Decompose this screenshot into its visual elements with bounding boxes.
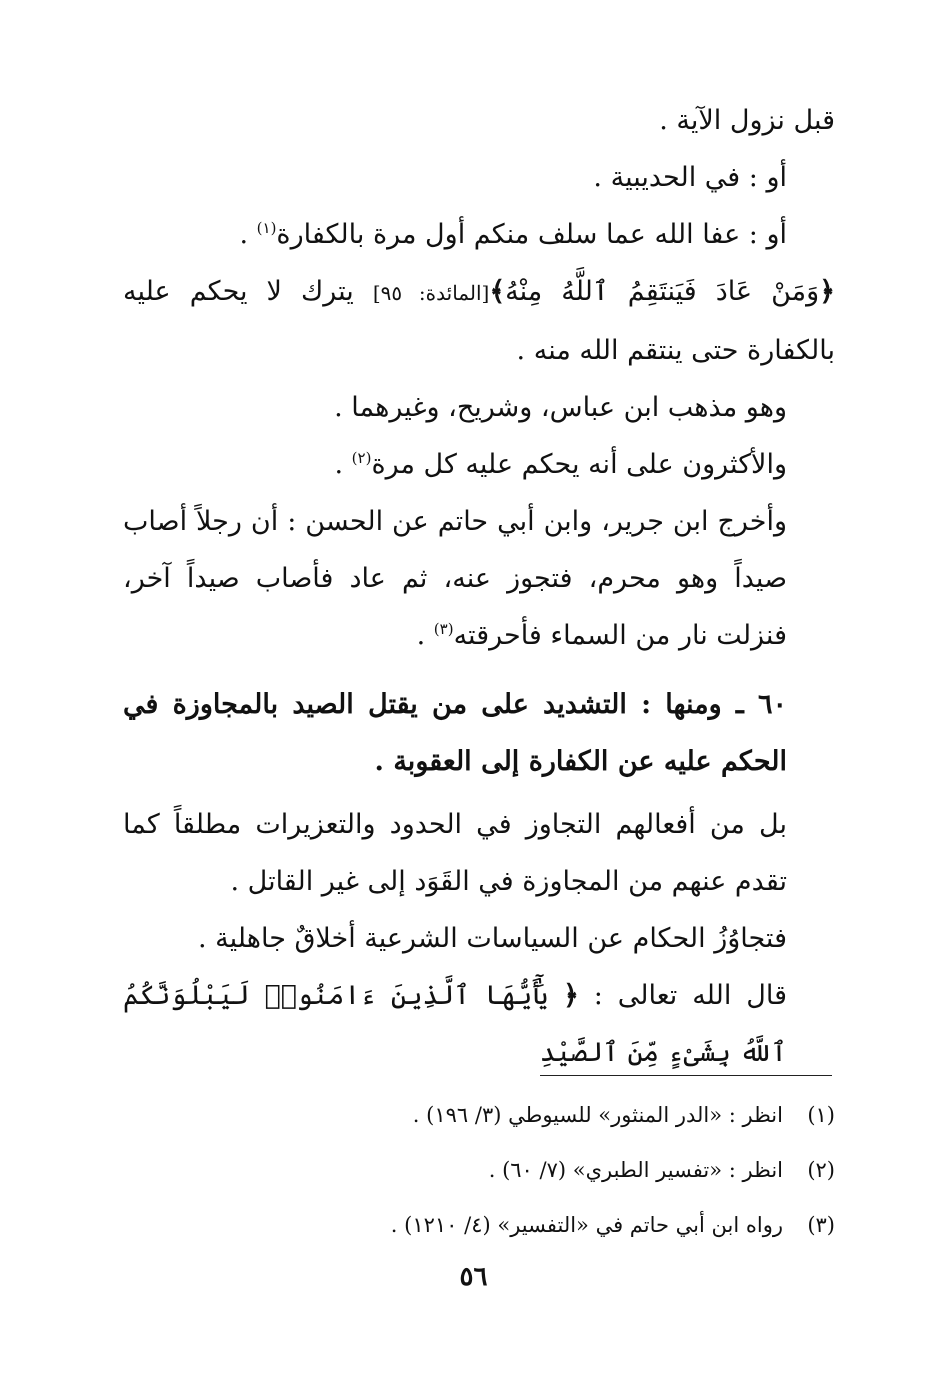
paragraph-7: [123, 493, 835, 664]
footnote-ref-1[interactable]: (١): [256, 219, 277, 237]
paragraph-7-text: وأخرج ابن جرير، وابن أبي حاتم عن الحسن : أن رجلاً أصاب صيداً وهو محرم، فتجوز عنه، ثم عاد فأصاب صيداً آخر، فنزلت نار من السماء فأحرقته: [123, 506, 787, 651]
paragraph-6-end: .: [334, 449, 352, 480]
footnote-divider: [540, 1075, 832, 1076]
footnote-1: [123, 1088, 835, 1143]
paragraph-10: [123, 967, 835, 1081]
paragraph-4: [123, 263, 835, 379]
footnote-3-text: رواه ابن أبي حاتم في «التفسير» (٤/ ١٢١٠) .: [390, 1213, 783, 1237]
footnote-ref-2[interactable]: (٢): [351, 449, 372, 467]
paragraph-9: فتجاوُزُ الحكام عن السياسات الشرعية أخلاقٌ جاهلية .: [198, 923, 787, 954]
footnote-2-text: انظر : «تفسير الطبري» (٧/ ٦٠) .: [488, 1158, 783, 1182]
paragraph-4-text: يترك لا يحكم عليه بالكفارة حتى ينتقم الله منه .: [123, 276, 835, 366]
footnote-3-number: (٣): [807, 1213, 835, 1237]
paragraph-3-end: .: [239, 219, 257, 250]
footnote-1-number: (١): [807, 1103, 835, 1127]
paragraph-3-text: أو : عفا الله عما سلف منكم أول مرة بالكفارة: [276, 219, 787, 250]
footnotes: [123, 1088, 835, 1253]
footnote-2: [123, 1143, 835, 1198]
paragraph-7-end: .: [416, 620, 434, 651]
verse-reference: [المائدة: ٩٥]: [372, 281, 490, 305]
quran-close-brace: ﴾: [489, 276, 506, 307]
footnote-1-text: انظر : «الدر المنثور» للسيوطي (٣/ ١٩٦) .: [412, 1103, 783, 1127]
paragraph-5: وهو مذهب ابن عباس، وشريح، وغيرهما .: [334, 392, 787, 423]
section-heading: ٦٠ ـ ومنها : التشديد على من يقتل الصيد بالمجاوزة في الحكم عليه عن الكفارة إلى العقوبة .: [123, 689, 787, 777]
quran-open-brace-2: ﴿: [563, 980, 579, 1011]
paragraph-8: بل من أفعالهم التجاوز في الحدود والتعزيرات مطلقاً كما تقدم عنهم من المجاوزة في القَوَد إلى غير القاتل .: [123, 809, 787, 897]
paragraph-3: [123, 206, 835, 263]
footnote-3: [123, 1198, 835, 1253]
footnote-ref-3[interactable]: (٣): [433, 620, 454, 638]
quran-verse-2: يَٰٓأَيُّهَا ٱلَّذِينَ ءَامَنُوا۟ لَيَبْلُوَنَّكُمُ ٱللَّهُ بِشَىْءٍ مِّنَ ٱلصَّيْدِ: [123, 980, 787, 1068]
paragraph-6: [123, 436, 835, 493]
paragraph-10-text: قال الله تعالى :: [578, 980, 787, 1011]
main-text: [123, 92, 835, 1081]
quran-verse-1: وَمَنْ عَادَ فَيَنتَقِمُ ٱللَّهُ مِنْهُ: [505, 276, 820, 307]
paragraph-6-text: والأكثرون على أنه يحكم عليه كل مرة: [371, 449, 787, 480]
paragraph-1: قبل نزول الآية .: [659, 105, 835, 136]
paragraph-2: أو : في الحديبية .: [593, 162, 787, 193]
quran-open-brace: ﴿: [819, 276, 836, 307]
footnote-2-number: (٢): [807, 1158, 835, 1182]
page-number: ٥٦: [459, 1262, 488, 1292]
